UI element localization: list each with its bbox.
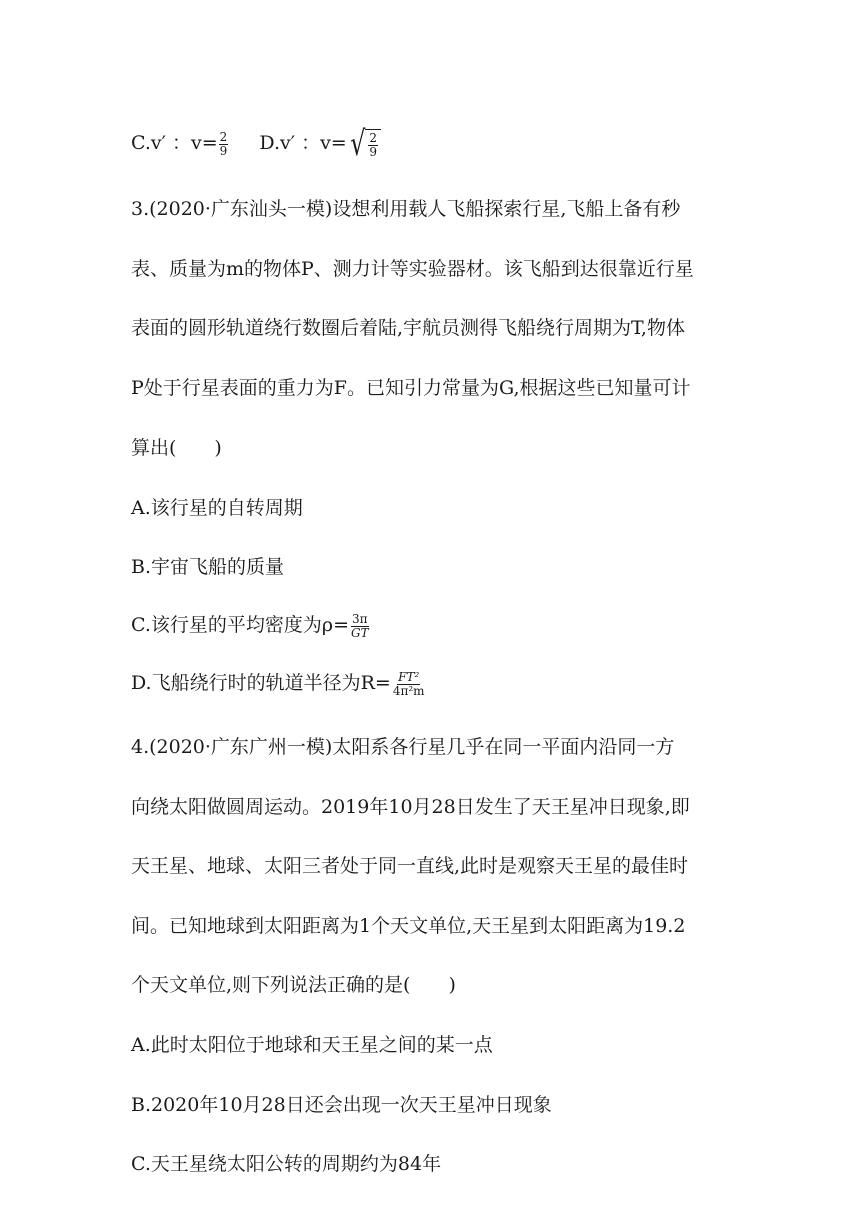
q3-option-b: B.宇宙飞船的质量 [131,556,285,578]
q3-stem-line-4: P处于行星表面的重力为F。已知引力常量为G,根据这些已知量可计 [131,377,691,399]
q4-option-c: C.天王星绕太阳公转的周期约为84年 [131,1153,442,1175]
q4-option-b: B.2020年10月28日还会出现一次天王星冲日现象 [131,1094,552,1116]
q3-stem-line-1: 3.(2020·广东汕头一模)设想利用载人飞船探索行星,飞船上备有秒 [131,198,681,220]
q3-stem-line-5: 算出( ) [131,437,222,459]
q4-stem-line-3: 天王星、地球、太阳三者处于同一直线,此时是观察天王星的最佳时 [131,855,689,877]
q3-option-c-text: C.该行星的平均密度为ρ= [131,614,349,636]
q3-option-d [131,670,427,698]
q4-stem-line-2: 向绕太阳做圆周运动。2019年10月28日发生了天王星冲日现象,即 [131,796,690,818]
q3-option-c-fraction: $\frac{3\pi}{GT}$ [351,611,369,640]
q2-option-d-fraction: $\frac{2}{9}$ [369,130,378,159]
q3-option-a: A.该行星的自转周期 [131,497,303,519]
q4-stem-line-1: 4.(2020·广东广州一模)太阳系各行星几乎在同一平面内沿同一方 [131,736,675,758]
q3-option-d-text: D.飞船绕行时的轨道半径为R= [131,672,391,694]
q2-options-cd [131,124,381,164]
q2-option-d-sqrt: √ $\frac{2}{9}$ [347,127,381,161]
q4-stem-line-4: 间。已知地球到太阳距离为1个天文单位,天王星到太阳距离为19.2 [131,915,686,937]
q4-option-a: A.此时太阳位于地球和天王星之间的某一点 [131,1034,493,1056]
q3-option-d-fraction: $\frac{\text{FT²}}{\text{4π²m}}$ [392,669,425,698]
q3-stem-line-3: 表面的圆形轨道绕行数圈后着陆,宇航员测得飞船绕行周期为T,物体 [131,317,685,339]
q2-option-c-text: C.v′ ：v= [131,132,218,154]
q2-option-d-text: D.v′ ：v= [259,132,347,154]
q4-stem-line-5: 个天文单位,则下列说法正确的是( ) [131,974,456,996]
q3-option-c [131,612,371,640]
q3-stem-line-2: 表、质量为m的物体P、测力计等实验器材。该飞船到达很靠近行星 [131,258,694,280]
q2-option-c-fraction: $\frac{2}{9}$ [219,129,228,158]
